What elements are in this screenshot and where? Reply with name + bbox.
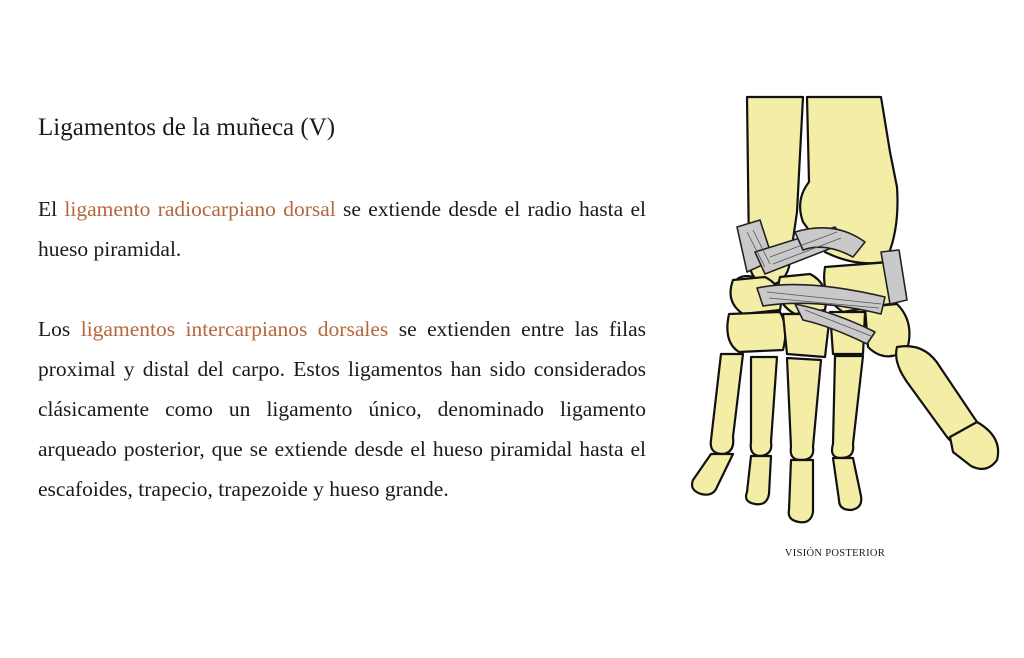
highlight-term-intercarpal: ligamentos intercarpianos dorsales [80, 317, 389, 341]
metacarpal-2 [832, 356, 863, 458]
paragraph-radiocarpal [38, 189, 646, 269]
phalanx-5 [692, 454, 733, 495]
phalanx-4 [746, 456, 771, 504]
metacarpal-4 [751, 357, 777, 456]
text-segment: El [38, 197, 65, 221]
paragraph-intercarpal [38, 309, 646, 509]
wrist-illustration [685, 92, 1005, 532]
hamate-bone [727, 312, 785, 352]
metacarpal-5 [711, 354, 743, 454]
text-segment: se extienden entre las filas proximal y distal del carpo. Estos ligamentos han sido considerados clásicamente como un ligamento único, denominado ligamento arqueado posterior, que se extiende desde el hueso piramidal hasta el escafoides, trapecio, trapezoide y hueso grande. [38, 317, 647, 501]
text-segment: Los [38, 317, 81, 341]
metacarpal-3 [787, 358, 821, 460]
highlight-term-radiocarpal: ligamento radiocarpiano dorsal [64, 197, 336, 221]
page-title: Ligamentos de la muñeca (V) [38, 114, 336, 141]
text-segment: se extiende desde el radio hasta el hueso piramidal. [38, 197, 646, 261]
wrist-bones-svg [685, 92, 1005, 532]
figure-caption: VISIÓN POSTERIOR [784, 548, 886, 559]
phalanx-3 [789, 460, 813, 522]
phalanx-2 [833, 458, 861, 510]
